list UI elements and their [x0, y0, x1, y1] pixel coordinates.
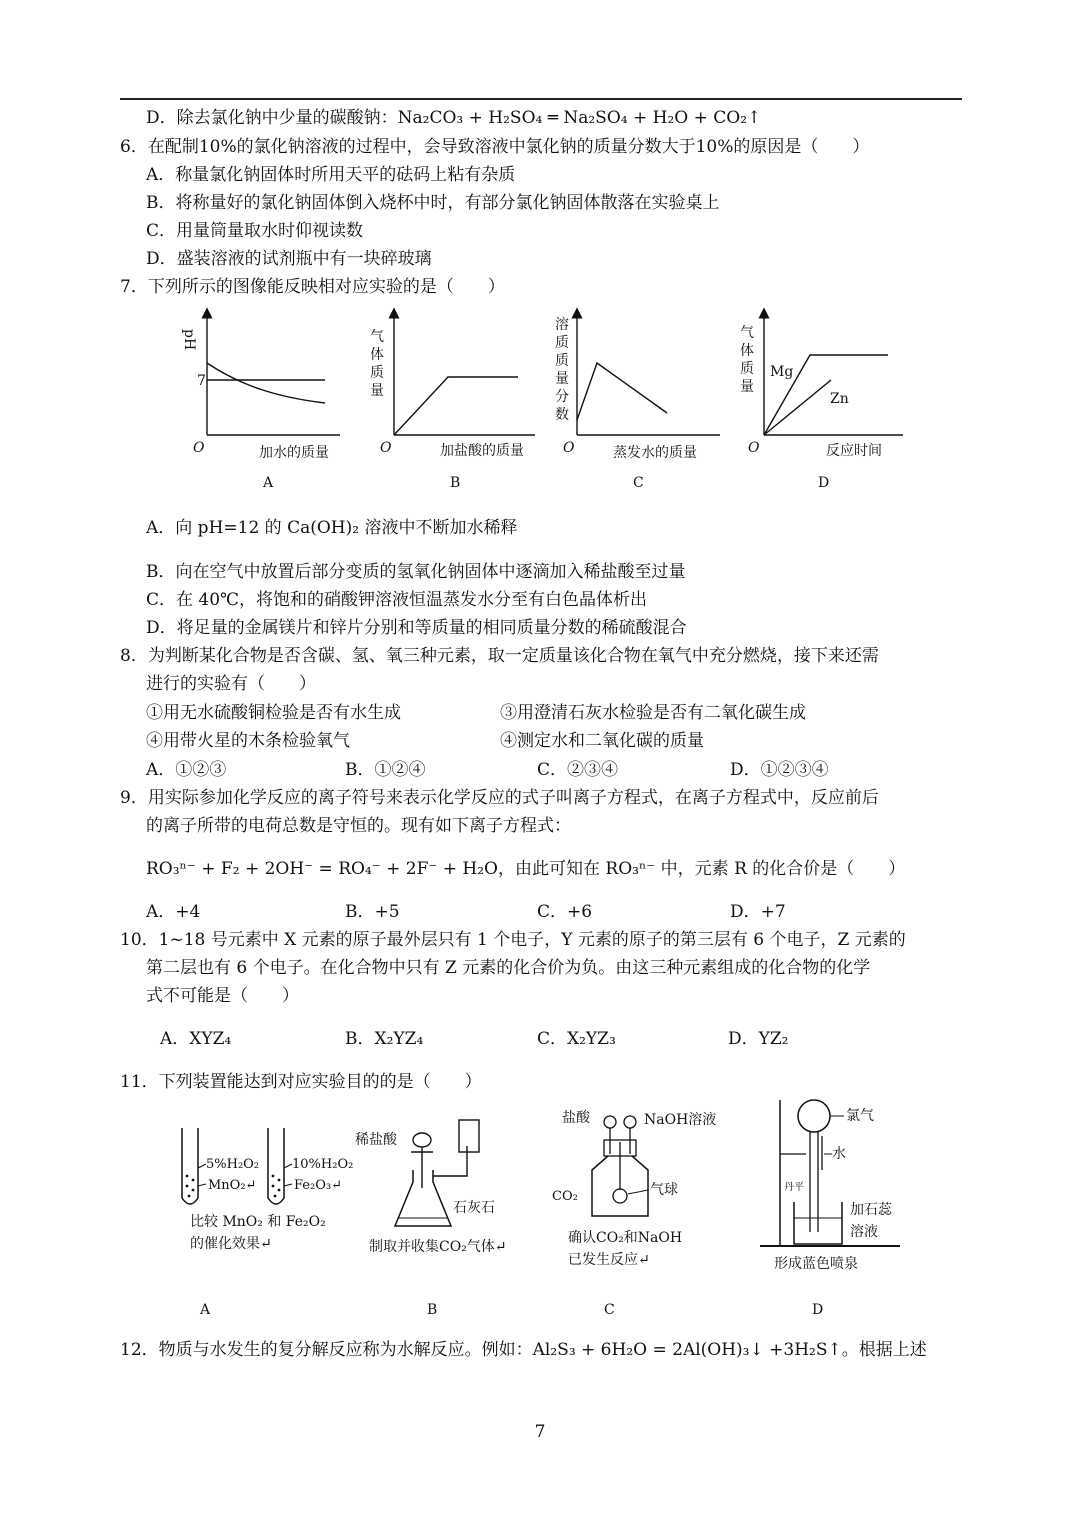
- graph-d-xlabel: 反应时间: [826, 443, 882, 459]
- q12-stem: 12．物质与水发生的复分解反应称为水解反应。例如：: [120, 1340, 533, 1360]
- q7-option-b: B．向在空气中放置后部分变质的氢氧化钠固体中逐滴加入稀盐酸至过量: [146, 562, 686, 582]
- svg-text:制取并收集CO₂气体↵: 制取并收集CO₂气体↵: [369, 1239, 507, 1255]
- q7-stem: 7．下列所示的图像能反映相对应实验的是（ ）: [120, 277, 505, 297]
- q8-stem-2: 进行的实验有（ ）: [146, 674, 316, 694]
- q7-graph-d: [738, 305, 913, 490]
- q8-option-b: B．①②④: [345, 760, 426, 780]
- svg-text:MnO₂↵: MnO₂↵: [208, 1178, 257, 1193]
- svg-text:盐酸: 盐酸: [562, 1110, 590, 1126]
- q7-graph-b: [370, 305, 545, 490]
- q11-apparatus-d: [750, 1094, 930, 1328]
- svg-text:气球: 气球: [650, 1182, 678, 1198]
- svg-text:量: 量: [555, 371, 569, 387]
- q8-item-3: ④用带火星的木条检验氧气: [146, 731, 350, 751]
- q8-stem-1: 8．为判断某化合物是否含碳、氢、氧三种元素，取一定质量该化合物在氧气中充分燃烧，接下来还需: [120, 646, 879, 666]
- svg-text:C: C: [604, 1302, 615, 1318]
- graph-b-ylabel-3: 质: [370, 365, 384, 381]
- q10-stem-1: 10．1~18 号元素中 X 元素的原子最外层只有 1 个电子，Y 元素的原子的第三层有 6 个电子，Z 元素的: [120, 930, 906, 950]
- svg-text:溶: 溶: [555, 317, 569, 333]
- svg-text:丹平: 丹平: [784, 1182, 804, 1193]
- graph-c-origin: O: [563, 440, 575, 456]
- svg-text:稀盐酸: 稀盐酸: [355, 1132, 397, 1148]
- q11-apparatus-b: [355, 1118, 545, 1328]
- svg-text:B: B: [427, 1302, 438, 1318]
- q8-item-4: ④测定水和二氧化碳的质量: [500, 731, 704, 751]
- q12-tail: 。根据上述: [841, 1340, 927, 1360]
- q9-stem-1: 9．用实际参加化学反应的离子符号来表示化学反应的式子叫离子方程式，在离子方程式中，反应前后: [120, 788, 879, 808]
- q6-option-d: D．盛装溶液的试剂瓶中有一块碎玻璃: [146, 249, 432, 269]
- q8-item-2: ③用澄清石灰水检验是否有二氧化碳生成: [500, 703, 806, 723]
- q11-stem: 11．下列装置能达到对应实验目的的是（ ）: [120, 1072, 482, 1092]
- q11-apparatus-c: [548, 1094, 738, 1328]
- q9-stem-2: 的离子所带的电荷总数是守恒的。现有如下离子方程式：: [146, 816, 571, 836]
- svg-text:10%H₂O₂: 10%H₂O₂: [292, 1157, 354, 1172]
- q9-tail: ，由此可知在 RO₃ⁿ⁻ 中，元素 R 的化合价是（ ）: [498, 859, 906, 879]
- q10-option-a: A．XYZ₄: [160, 1029, 232, 1049]
- q12-line: [120, 1339, 927, 1361]
- q10-option-d: D．YZ₂: [728, 1029, 789, 1049]
- graph-d-origin: O: [748, 440, 760, 456]
- graph-b-xlabel: 加盐酸的质量: [440, 443, 524, 459]
- q10-stem-3: 式不可能是（ ）: [146, 986, 299, 1006]
- q8-option-a: A．①②③: [146, 760, 227, 780]
- q9-option-d: D．+7: [730, 902, 786, 922]
- q12-equation: Al₂S₃ + 6H₂O = 2Al(OH)₃↓ +3H₂S↑: [532, 1340, 842, 1360]
- svg-text:质: 质: [555, 335, 569, 351]
- graph-c-xlabel: 蒸发水的质量: [613, 445, 697, 461]
- q6-option-c: C．用量筒量取水时仰视读数: [146, 221, 364, 241]
- svg-text:Fe₂O₃↵: Fe₂O₃↵: [294, 1178, 342, 1193]
- page-number: 7: [534, 1422, 546, 1442]
- graph-d-mg-label: Mg: [770, 364, 794, 380]
- svg-text:5%H₂O₂: 5%H₂O₂: [206, 1157, 260, 1172]
- q7-graph-a: [181, 305, 345, 491]
- graph-b-letter: B: [450, 475, 461, 491]
- q9-equation-line: [146, 858, 905, 880]
- q5-option-d: D．除去氯化钠中少量的碳酸钠：Na₂CO₃ + H₂SO₄ ═ Na₂SO₄ + H₂O + CO₂↑: [146, 108, 762, 128]
- graph-a-xlabel: 加水的质量: [259, 445, 329, 461]
- q11-apparatus-a: [170, 1118, 354, 1328]
- q7-option-c: C．在 40℃，将饱和的硝酸钾溶液恒温蒸发水分至有白色晶体析出: [146, 590, 648, 610]
- svg-text:确认CO₂和NaOH: 确认CO₂和NaOH: [568, 1230, 683, 1246]
- q7-option-a: A．向 pH=12 的 Ca(OH)₂ 溶液中不断加水稀释: [146, 518, 518, 538]
- svg-text:气: 气: [740, 325, 754, 341]
- graph-b-ylabel-2: 体: [370, 347, 384, 363]
- graph-b-ylabel-4: 量: [370, 383, 384, 399]
- graph-b-origin: O: [380, 440, 392, 456]
- q9-option-b: B．+5: [345, 902, 400, 922]
- svg-text:加石蕊: 加石蕊: [850, 1202, 892, 1218]
- svg-text:CO₂: CO₂: [552, 1189, 578, 1204]
- svg-text:质: 质: [740, 361, 754, 377]
- graph-a-origin: O: [193, 440, 205, 456]
- q6-stem: 6．在配制10%的氯化钠溶液的过程中，会导致溶液中氯化钠的质量分数大于10%的原因是（ ）: [120, 137, 870, 157]
- q10-option-b: B．X₂YZ₄: [345, 1029, 424, 1049]
- svg-text:D: D: [812, 1302, 824, 1318]
- q9-equation: RO₃ⁿ⁻ + F₂ + 2OH⁻ = RO₄⁻ + 2F⁻ + H₂O: [146, 859, 498, 879]
- svg-text:的催化效果↵: 的催化效果↵: [190, 1236, 272, 1252]
- svg-text:数: 数: [555, 407, 569, 423]
- graph-c-letter: C: [633, 475, 644, 491]
- svg-text:溶液: 溶液: [850, 1224, 878, 1240]
- graph-d-letter: D: [818, 475, 830, 491]
- q8-option-d: D．①②③④: [730, 760, 829, 780]
- graph-a-ytick: 7: [197, 373, 206, 389]
- svg-text:分: 分: [555, 389, 569, 405]
- q9-option-a: A．+4: [146, 902, 201, 922]
- svg-text:量: 量: [740, 379, 754, 395]
- q7-option-d: D．将足量的金属镁片和锌片分别和等质量的相同质量分数的稀硫酸混合: [146, 618, 687, 638]
- q8-item-1: ①用无水硫酸铜检验是否有水生成: [146, 703, 401, 723]
- svg-text:体: 体: [740, 343, 754, 359]
- svg-text:质: 质: [555, 353, 569, 369]
- q6-option-b: B．将称量好的氯化钠固体倒入烧杯中时，有部分氯化钠固体散落在实验桌上: [146, 193, 720, 213]
- svg-text:比较 MnO₂ 和 Fe₂O₂: 比较 MnO₂ 和 Fe₂O₂: [190, 1214, 326, 1230]
- q10-option-c: C．X₂YZ₃: [537, 1029, 616, 1049]
- graph-a-letter: A: [263, 475, 274, 491]
- svg-text:氯气: 氯气: [846, 1108, 874, 1124]
- svg-text:水: 水: [832, 1146, 846, 1162]
- graph-a-ylabel: pH: [181, 329, 197, 351]
- q9-option-c: C．+6: [537, 902, 593, 922]
- svg-text:形成蓝色喷泉: 形成蓝色喷泉: [774, 1256, 858, 1272]
- graph-d-zn-label: Zn: [830, 391, 849, 407]
- graph-b-ylabel-1: 气: [370, 329, 384, 345]
- svg-text:A: A: [200, 1302, 211, 1318]
- q7-graph-c: [555, 305, 725, 490]
- svg-text:NaOH溶液: NaOH溶液: [644, 1112, 717, 1128]
- q6-option-a: A．称量氯化钠固体时所用天平的砝码上粘有杂质: [146, 165, 516, 185]
- svg-text:已发生反应↵: 已发生反应↵: [568, 1252, 650, 1268]
- top-rule: [120, 98, 962, 100]
- q10-stem-2: 第二层也有 6 个电子。在化合物中只有 Z 元素的化合价为负。由这三种元素组成的化合物的化学: [146, 958, 871, 978]
- svg-text:石灰石: 石灰石: [453, 1200, 495, 1216]
- q8-option-c: C．②③④: [537, 760, 619, 780]
